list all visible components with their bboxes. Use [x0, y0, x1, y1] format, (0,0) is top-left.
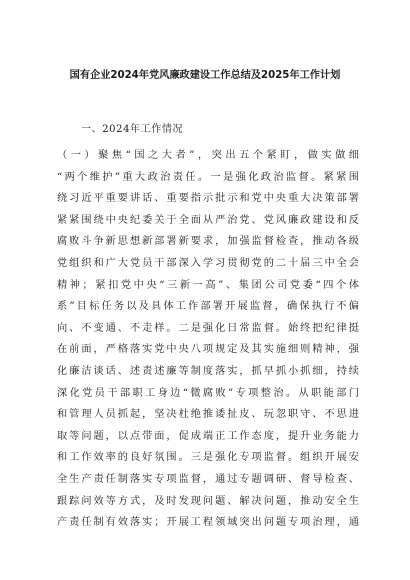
- document-title: 国有企业2024年党风廉政建设工作总结及2025年工作计划: [69, 70, 341, 81]
- body-line: 向、不变通、不走样。二是强化日常监督。始终把纪律挺: [57, 322, 359, 334]
- body-text: [57, 145, 359, 534]
- body-line: 精神；紧扣党中央“三新一高”、集团公司党委“四个体: [57, 279, 359, 291]
- body-line: 在前面，严格落实党中央八项规定及其实施细则精神，强: [57, 344, 359, 356]
- body-line: （一）聚焦“国之大者”，突出五个紧盯，做实做细: [57, 150, 359, 161]
- body-line: 深化党员干部职工身边“微腐败”专项整治。从职能部门: [57, 387, 359, 399]
- body-line: 化廉洁谈话、述责述廉等制度落实，抓早抓小抓细，持续: [57, 365, 359, 377]
- body-line: 产责任制有效落实；开展工程领域突出问题专项治理，通: [57, 517, 359, 529]
- body-line: “两个维护”重大政治责任。一是强化政治监督。紧紧围: [57, 171, 359, 183]
- section-heading: 一、2024年工作情况: [81, 124, 184, 135]
- body-line: 全生产责任制落实专项监督，通过专题调研、督导检查、: [57, 473, 359, 485]
- body-line: 和工作效率的良好氛围。三是强化专项监督。组织开展安: [57, 452, 359, 464]
- body-line: 紧紧围绕中央纪委关于全面从严治党、党风廉政建设和反: [57, 214, 359, 226]
- body-line: 取等问题，以点带面，促成端正工作态度，提升业务能力: [57, 430, 359, 442]
- body-line: 和管理人员抓起，坚决杜绝推诿扯皮、玩忽职守、不思进: [57, 409, 359, 421]
- body-line: 党组织和广大党员干部深入学习贯彻党的二十届三中全会: [57, 257, 359, 269]
- body-line: 绕习近平重要讲话、重要指示批示和党中央重大决策部署: [57, 193, 359, 205]
- body-line: 跟踪问效等方式，及时发现问题、解决问题，推动安全生: [57, 495, 359, 507]
- body-line: 系”目标任务以及具体工作部署开展监督，确保执行不偏: [57, 301, 359, 313]
- body-line: 腐败斗争新思想新部署新要求，加强监督检查，推动各级: [57, 236, 359, 248]
